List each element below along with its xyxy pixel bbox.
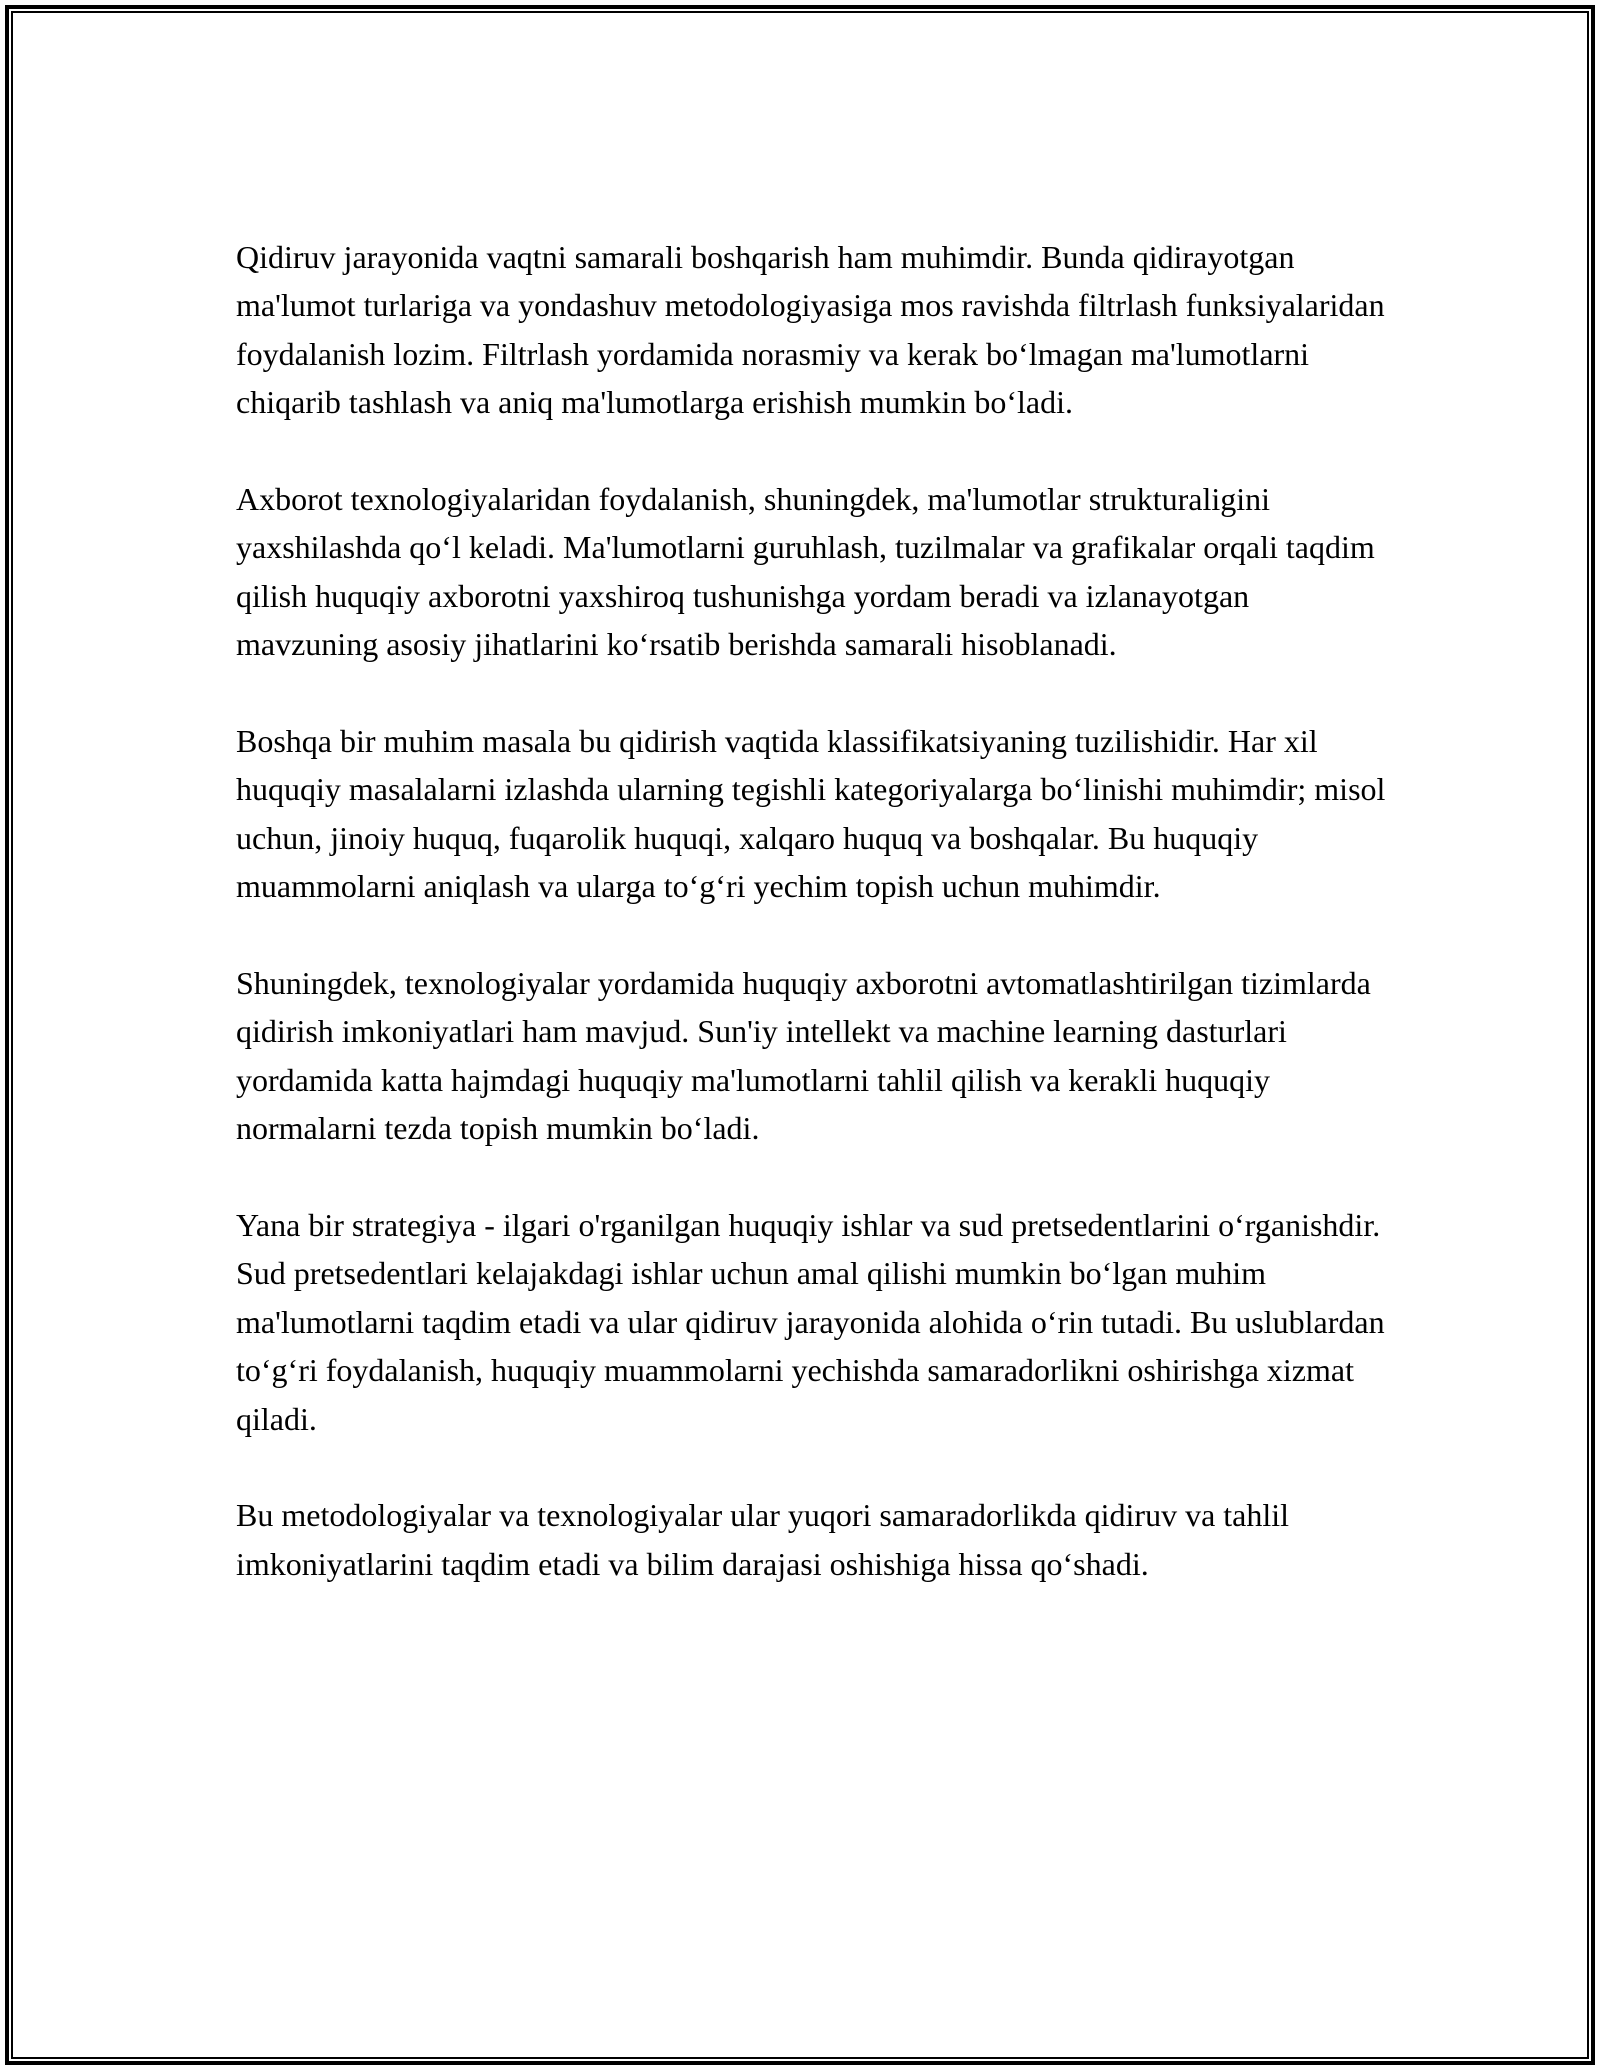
paragraph-1: Qidiruv jarayonida vaqtni samarali boshqarish ham muhimdir. Bunda qidirayotgan ma'lumot turlariga va yondashuv metodologiyasiga mos ravishda filtrlash funksiyalaridan foydalanish lozim. Filtrlash yordamida norasmiy va kerak bo‘lmagan ma'lumotlarni chiqarib tashlash va aniq ma'lumotlarga erishish mumkin bo‘ladi. — [236, 239, 1385, 421]
paragraph-4: Shuningdek, texnologiyalar yordamida huquqiy axborotni avtomatlashtirilgan tizimlarda qidirish imkoniyatlari ham mavjud. Sun'iy intellekt va machine learning dasturlari yordamida katta hajmdagi huquqiy ma'lumotlarni tahlil qilish va kerakli huquqiy normalarni tezda topish mumkin bo‘ladi. — [236, 965, 1371, 1147]
paragraph-2: Axborot texnologiyalaridan foydalanish, shuningdek, ma'lumotlar strukturaligini yaxshilashda qo‘l keladi. Ma'lumotlarni guruhlash, tuzilmalar va grafikalar orqali taqdim qilish huquqiy axborotni yaxshiroq tushunishga yordam beradi va izlanayotgan mavzuning asosiy jihatlarini ko‘rsatib berishda samarali hisoblanadi. — [236, 481, 1375, 663]
paragraph-3: Boshqa bir muhim masala bu qidirish vaqtida klassifikatsiyaning tuzilishidir. Har xil huquqiy masalalarni izlashda ularning tegishli kategoriyalarga bo‘linishi muhimdir; misol uchun, jinoiy huquq, fuqarolik huquqi, xalqaro huquq va boshqalar. Bu huquqiy muammolarni aniqlash va ularga to‘g‘ri yechim topish uchun muhimdir. — [236, 723, 1386, 905]
paragraph-5: Yana bir strategiya - ilgari o'rganilgan huquqiy ishlar va sud pretsedentlarini o‘rganishdir. Sud pretsedentlari kelajakdagi ishlar uchun amal qilishi mumkin bo‘lgan muhim ma'lumotlarni taqdim etadi va ular qidiruv jarayonida alohida o‘rin tutadi. Bu uslublardan to‘g‘ri foydalanish, huquqiy muammolarni yechishda samaradorlikni oshirishga xizmat qiladi. — [236, 1207, 1385, 1437]
paragraph-6: Bu metodologiyalar va texnologiyalar ular yuqori samaradorlikda qidiruv va tahlil imkoniyatlarini taqdim etadi va bilim darajasi oshishiga hissa qo‘shadi. — [236, 1497, 1290, 1582]
document-body — [236, 233, 1396, 1588]
